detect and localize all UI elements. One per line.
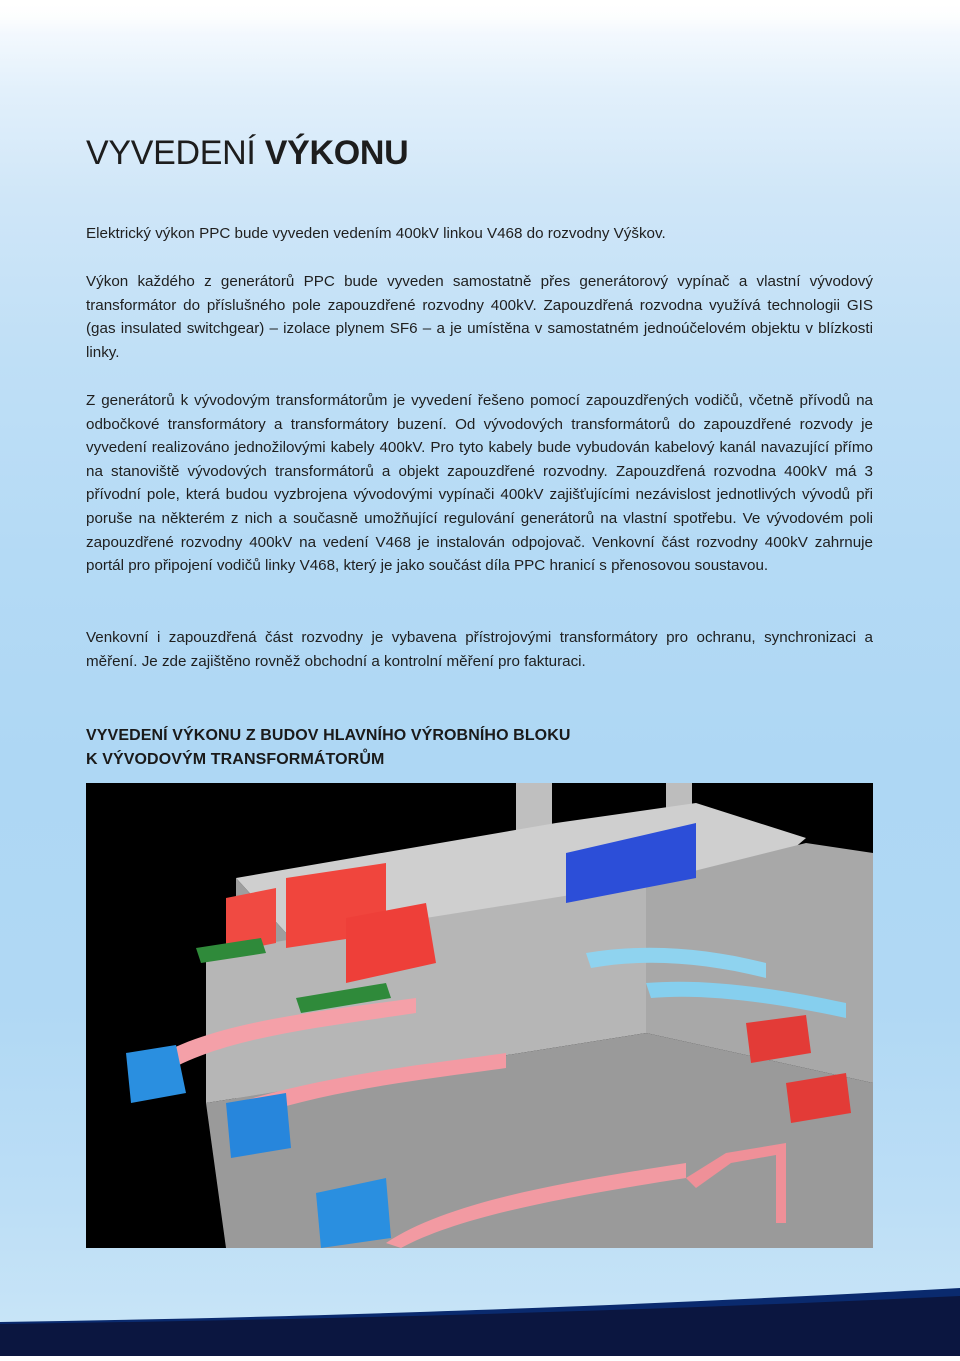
blue-transformer-2 [226,1093,291,1158]
section-heading-line-1: VYVEDENÍ VÝKONU Z BUDOV HLAVNÍHO VÝROBNÍHO BLOKU [86,727,571,744]
paragraph-1: Elektrický výkon PPC bude vyveden vedením 400kV linkou V468 do rozvodny Výškov. [86,225,666,242]
footer-wave [0,1288,960,1356]
paragraph-4: Venkovní i zapouzdřená část rozvodny je vybavena přístrojovými transformátory pro ochranu, synchronizaci a měření. Je zde zajištěno rovněž obchodní a kontrolní měření pro fakturaci. [86,629,873,670]
title-light: VYVEDENÍ [86,134,256,172]
footer-wave-band [0,1288,960,1356]
footer-wave-dark [0,1296,960,1356]
blue-transformer-1 [126,1045,186,1103]
paragraph-3: Z generátorů k vývodovým transformátorům je vyvedení řešeno pomocí zapouzdřených vodičů, včetně přívodů na odbočkové transformátory a transformátory buzení. Od vývodových transformátorů do zapouzdřené rozvody je vyvedení realizováno jednožilovými kabely 400kV. Pro tyto kabely bude vybudován kabelový kanál navazující přímo na stanoviště vývodových transformátorů a objekt zapouzdřené rozvodny. Zapouzdřená rozvodna 400kV má 3 přívodní pole, která budou vyzbrojena vývodovými vypínači 400kV zajišťujícími nezávislost jednotlivých vývodů při poruše na některém z nich a současně umožňující regulování generátorů na vlastní spotřebu. Ve vývodovém poli zapouzdřené rozvodny 400kV na vedení V468 je instalován odpojovač. Venkovní část rozvodny 400kV zahrnuje portál pro připojení vodičů linky V468, který je jako součást díla PPC hranicí s přenosovou soustavou. [86,392,873,575]
plant-3d-model-drawing [86,783,873,1248]
section-heading-line-2: K VÝVODOVÝM TRANSFORMÁTORŮM [86,751,385,768]
page-title [86,134,408,173]
top-highlight [0,0,960,34]
plant-3d-model-image [86,783,873,1248]
section-heading [86,724,571,772]
paragraph-2: Výkon každého z generátorů PPC bude vyveden samostatně přes generátorový vypínač a vlastní vývodový transformátor do příslušného pole zapouzdřené rozvodny 400kV. Zapouzdřená rozvodna využívá technologii GIS (gas insulated switchgear) – izolace plynem SF6 – a je umístěna v samostatném jednoúčelovém objektu v blízkosti linky. [86,273,873,361]
title-bold: VÝKONU [264,134,409,172]
